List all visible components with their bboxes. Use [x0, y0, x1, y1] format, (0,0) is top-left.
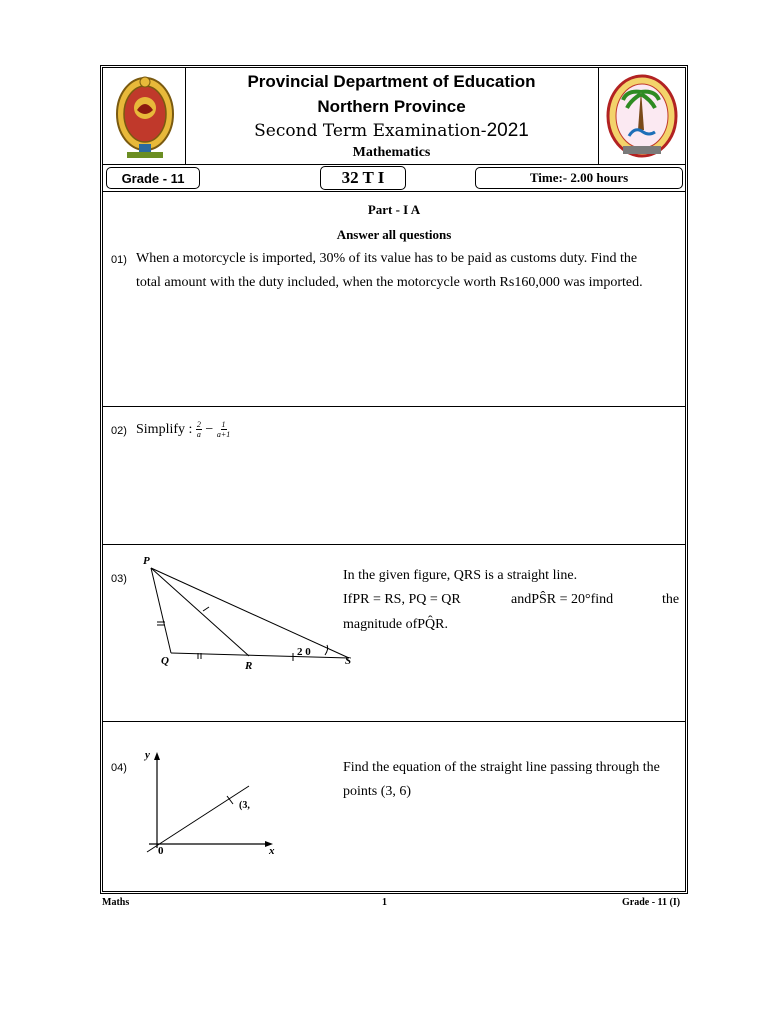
- footer-subject: Maths: [102, 897, 130, 908]
- exam-year: 2021: [486, 120, 529, 141]
- label-p: P: [143, 555, 150, 567]
- header-exam-title: [185, 119, 598, 143]
- label-angle: 2 0: [297, 646, 311, 658]
- footer-grade: Grade - 11 (I): [622, 897, 681, 908]
- grade-label: Grade - 11: [106, 167, 200, 189]
- q2-simplify-label: Simplify :: [136, 422, 193, 437]
- header-province: Northern Province: [317, 97, 466, 116]
- q4-line2: points (3, 6): [343, 784, 412, 799]
- q2-frac2-num: 1: [221, 420, 226, 430]
- q1-line1: When a motorcycle is imported, 30% of its value has to be paid as customs duty. Find the: [136, 251, 638, 266]
- q4-graph-figure: [139, 748, 289, 856]
- part-title: Part - I A: [367, 202, 421, 217]
- infobar-bottom-rule: [103, 191, 685, 192]
- paper-code: 32 T I: [320, 166, 406, 190]
- footer-page-number: 1: [382, 897, 387, 908]
- label-x: x: [269, 845, 275, 856]
- part-instruction: Answer all questions: [336, 227, 452, 242]
- q3-line3: magnitude ofPQ̂R.: [343, 617, 448, 632]
- q1-line2: total amount with the duty included, when the motorcycle worth Rs160,000 was imported.: [136, 275, 643, 290]
- q1-bottom-rule: [103, 406, 685, 407]
- label-origin: 0: [158, 845, 164, 856]
- label-y: y: [145, 749, 150, 761]
- q2-text: [136, 418, 230, 442]
- segment-pq: [151, 568, 171, 653]
- q3-bottom-rule: [103, 721, 685, 722]
- q2-frac2-den: a+1: [216, 430, 231, 440]
- q3-line2c: the: [662, 592, 680, 607]
- q3-number: 03): [111, 573, 127, 585]
- label-s: S: [345, 655, 352, 667]
- q4-line1: Find the equation of the straight line passing through the: [343, 760, 660, 775]
- q2-frac1-num: 2: [196, 420, 201, 430]
- q2-frac1-den: a: [196, 430, 201, 440]
- sri-lanka-emblem-icon: [113, 74, 177, 160]
- label-point: (3,: [239, 800, 250, 811]
- segment-pr: [151, 568, 249, 656]
- q2-fraction-1: [196, 420, 202, 439]
- q3-line2b: andPŜR = 20°find: [511, 592, 614, 607]
- q4-number: 04): [111, 762, 127, 774]
- header-department: Provincial Department of Education: [247, 72, 536, 91]
- northern-province-emblem-icon: [603, 72, 681, 162]
- time-label: Time:- 2.00 hours: [475, 167, 683, 189]
- exam-name: Second Term Examination-: [254, 121, 487, 141]
- header-subject: Mathematics: [352, 145, 431, 160]
- q2-fraction-2: [217, 420, 230, 439]
- graph-line: [147, 786, 249, 852]
- page-frame: [100, 65, 688, 894]
- q3-line1: In the given figure, QRS is a straight line.: [343, 568, 578, 583]
- q3-line2a: IfPR = RS, PQ = QR: [343, 592, 461, 607]
- q2-number: 02): [111, 425, 127, 437]
- q2-minus: −: [205, 422, 214, 437]
- segment-ps: [151, 568, 349, 658]
- header-bottom-rule: [103, 164, 685, 165]
- q1-number: 01): [111, 254, 127, 266]
- label-q: Q: [161, 655, 169, 667]
- q3-triangle-figure: [143, 552, 363, 672]
- header-divider-right: [598, 68, 599, 164]
- q2-bottom-rule: [103, 544, 685, 545]
- label-r: R: [245, 660, 253, 672]
